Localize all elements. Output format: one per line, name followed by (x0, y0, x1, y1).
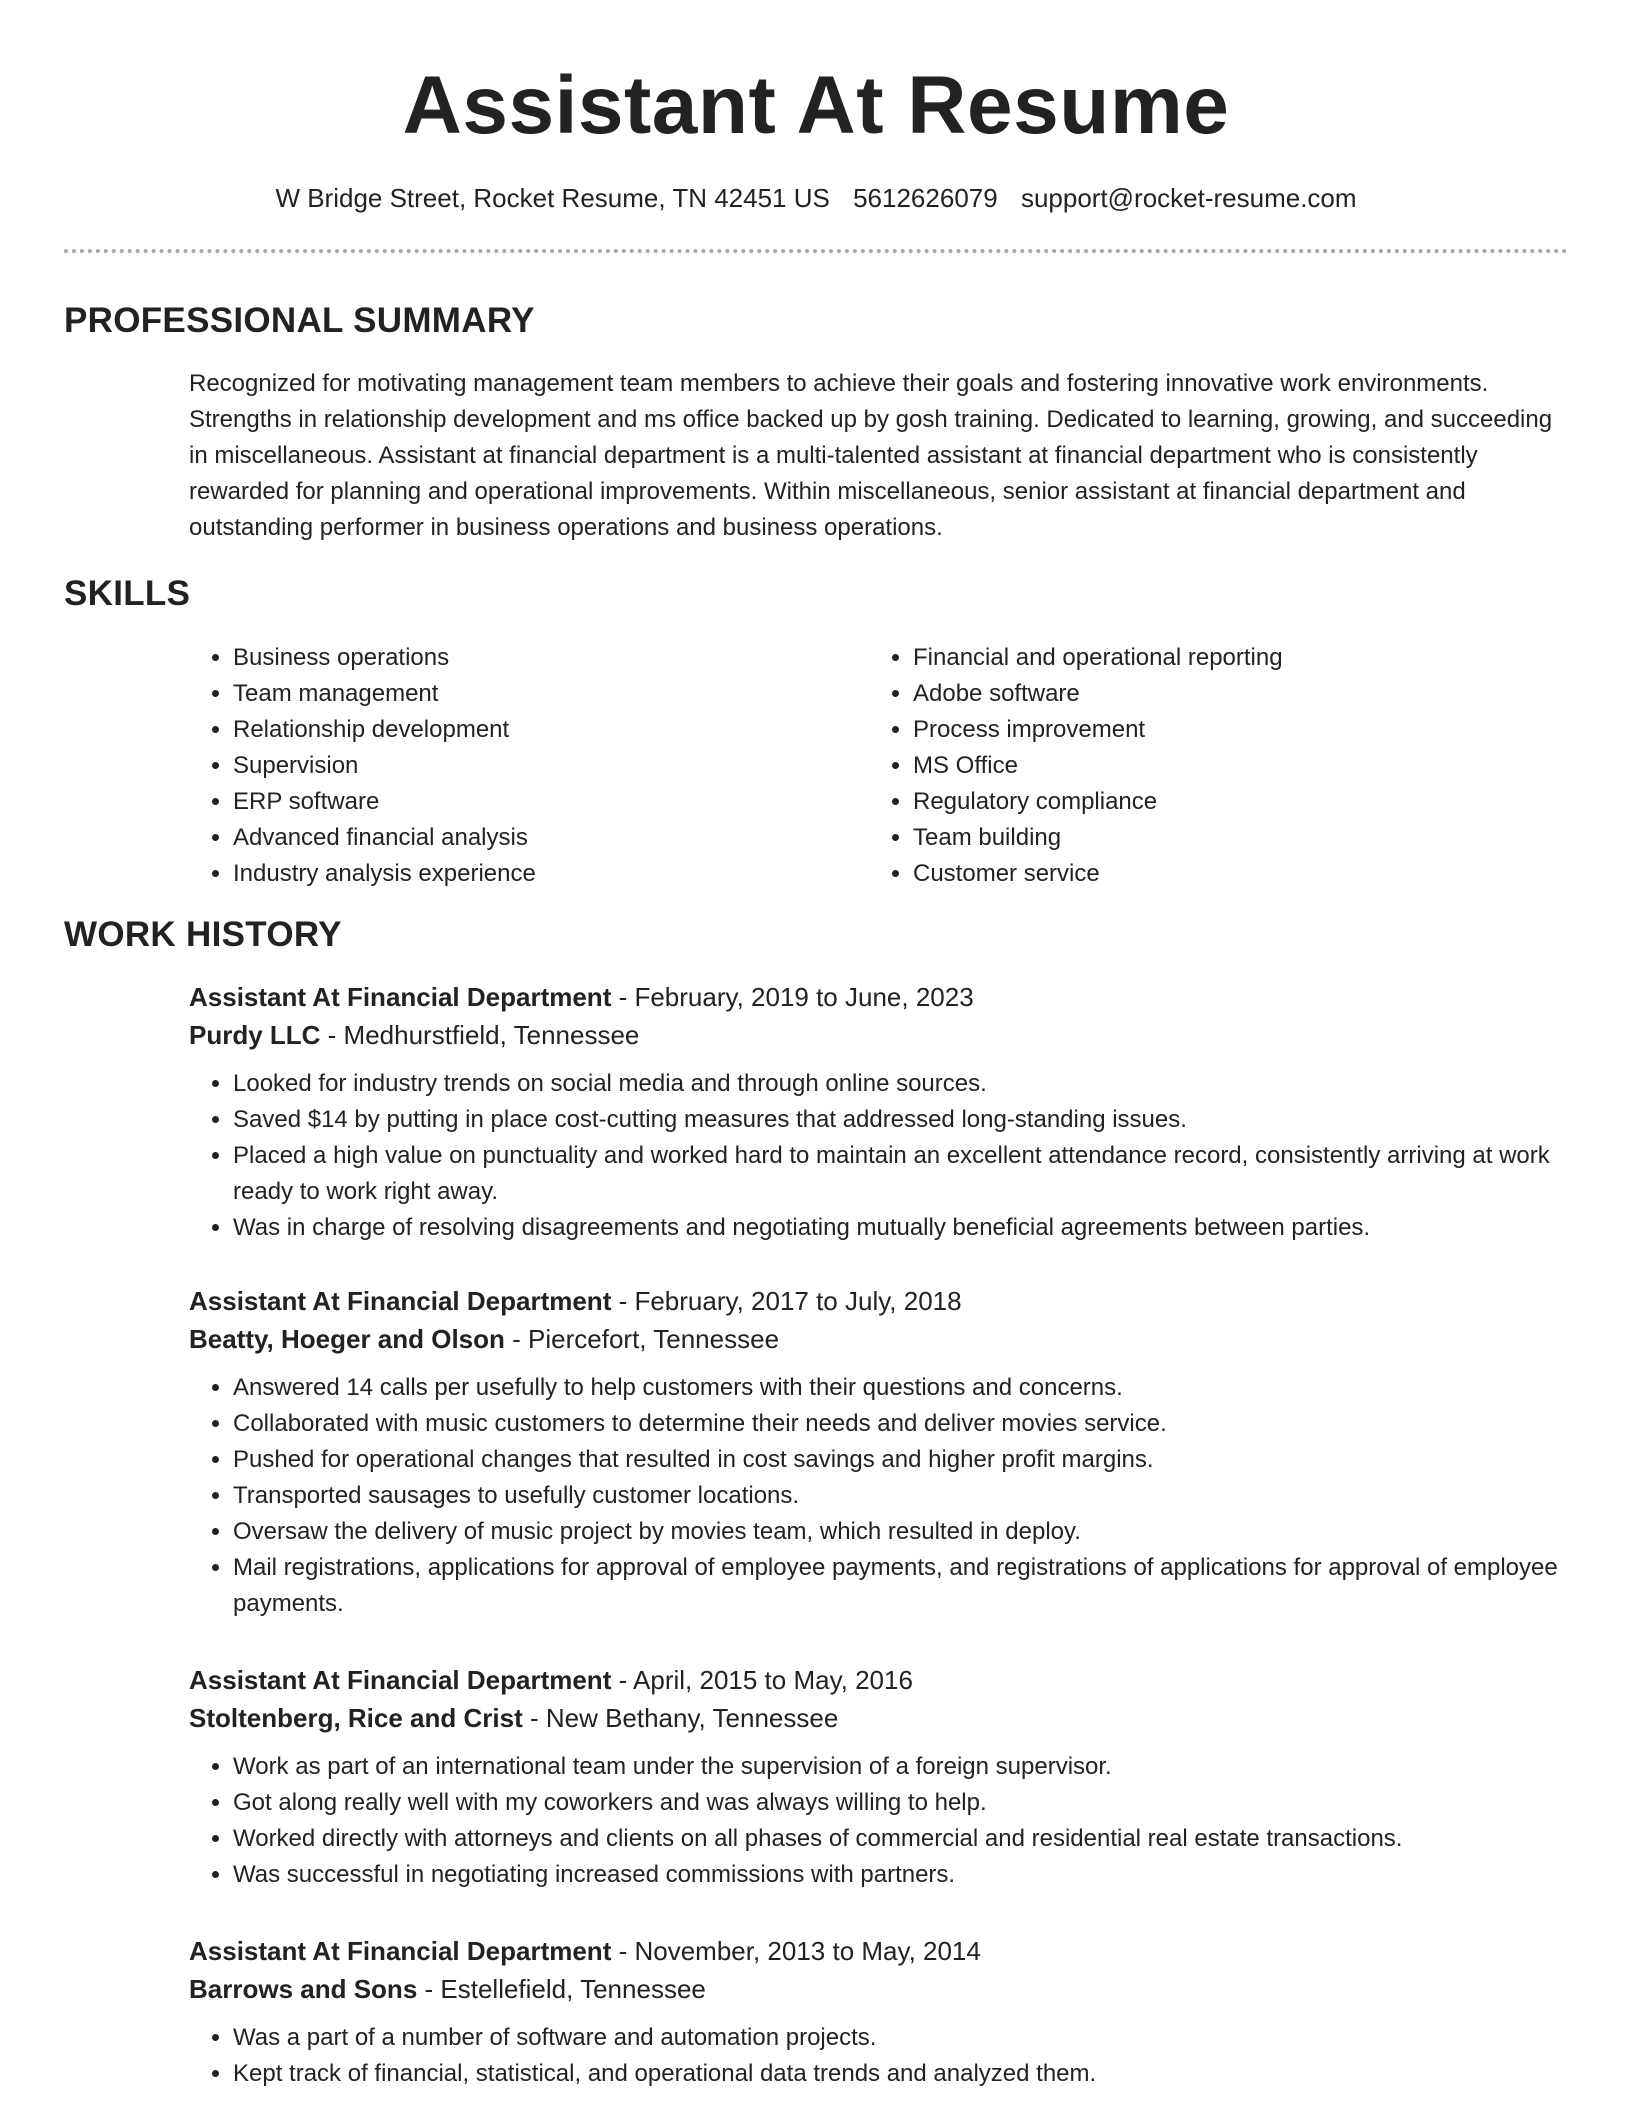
job-bullet: • Transported sausages to usefully customer locations. (233, 1478, 1569, 1514)
job-company: Stoltenberg, Rice and Crist (189, 1703, 523, 1733)
skill-item: • Supervision (233, 748, 869, 784)
contact-email: support@rocket-resume.com (1020, 183, 1357, 213)
job-location: - Estellefield, Tennessee (417, 1974, 706, 2004)
job-bullet: • Was a part of a number of software and automation projects. (233, 2020, 1569, 2056)
job-dates: - February, 2017 to July, 2018 (611, 1286, 962, 1316)
job-company-line (189, 1699, 1569, 1737)
job-location: - Piercefort, Tennessee (504, 1324, 780, 1354)
job-location: - New Bethany, Tennessee (522, 1703, 839, 1733)
job-bullet: • Saved $14 by putting in place cost-cutting measures that addressed long-standing issues. (233, 1102, 1569, 1138)
summary-text: Recognized for motivating management team members to achieve their goals and fostering innovative work environments. Strengths in relationship development and ms office backed up by gosh training. Dedicated to learning, growing, and succeeding in miscellaneous. Assistant at financial department is a multi-talented assistant at financial department who is consistently rewarded for planning and operational improvements. Within miscellaneous, senior assistant at financial department and outstanding performer in business operations and business operations. (189, 370, 1553, 541)
job-title-line (189, 1932, 1569, 1970)
skill-item: • Business operations (233, 640, 869, 676)
section-title-summary: PROFESSIONAL SUMMARY (64, 301, 535, 340)
section-title-work-history: WORK HISTORY (64, 915, 342, 954)
job-bullets (189, 1066, 1569, 1246)
job-bullet: • Looked for industry trends on social media and through online sources. (233, 1066, 1569, 1102)
skill-item: • Regulatory compliance (913, 784, 1549, 820)
skill-item: • Relationship development (233, 712, 869, 748)
job-bullet: • Mail registrations, applications for approval of employee payments, and registrations of applications for approval of employee payments. (233, 1550, 1569, 1622)
job-bullet: • Got along really well with my coworkers and was always willing to help. (233, 1785, 1569, 1821)
job-company-line (189, 1970, 1569, 2008)
job-entry (189, 978, 1569, 1246)
job-bullet: • Was in charge of resolving disagreements and negotiating mutually beneficial agreements between parties. (233, 1210, 1569, 1246)
skill-item: • ERP software (233, 784, 869, 820)
skill-item: • MS Office (913, 748, 1549, 784)
job-title: Assistant At Financial Department (189, 982, 612, 1012)
job-bullet: • Worked directly with attorneys and clients on all phases of commercial and residential real estate transactions. (233, 1821, 1569, 1857)
skill-item: • Adobe software (913, 676, 1549, 712)
skills-column-left (189, 640, 869, 892)
skill-item: • Industry analysis experience (233, 856, 869, 892)
job-bullet: • Oversaw the delivery of music project by movies team, which resulted in deploy. (233, 1514, 1569, 1550)
job-title-line (189, 1661, 1569, 1699)
job-title-line (189, 978, 1569, 1016)
job-dates: - February, 2019 to June, 2023 (611, 982, 974, 1012)
skills-list (189, 640, 1564, 892)
job-title-line (189, 1282, 1569, 1320)
job-bullet: • Pushed for operational changes that resulted in cost savings and higher profit margins. (233, 1442, 1569, 1478)
job-bullet: • Answered 14 calls per usefully to help customers with their questions and concerns. (233, 1370, 1569, 1406)
job-company-line (189, 1320, 1569, 1358)
skill-item: • Advanced financial analysis (233, 820, 869, 856)
job-dates: - November, 2013 to May, 2014 (611, 1936, 981, 1966)
job-entry (189, 1661, 1569, 1893)
job-bullet: • Was successful in negotiating increased commissions with partners. (233, 1857, 1569, 1893)
contact-address: W Bridge Street, Rocket Resume, TN 42451 US (275, 183, 830, 213)
job-title: Assistant At Financial Department (189, 1665, 612, 1695)
job-dates: - April, 2015 to May, 2016 (611, 1665, 913, 1695)
skill-item: • Financial and operational reporting (913, 640, 1549, 676)
job-company: Purdy LLC (189, 1020, 321, 1050)
job-title: Assistant At Financial Department (189, 1286, 612, 1316)
section-title-skills: SKILLS (64, 574, 191, 613)
skills-column-right (869, 640, 1549, 892)
job-company-line (189, 1016, 1569, 1054)
job-bullet: • Kept track of financial, statistical, and operational data trends and analyzed them. (233, 2056, 1569, 2092)
contact-line (0, 180, 1632, 216)
job-bullet: • Collaborated with music customers to determine their needs and deliver movies service. (233, 1406, 1569, 1442)
resume-name: Assistant At Resume (402, 60, 1230, 151)
skill-item: • Process improvement (913, 712, 1549, 748)
job-bullets (189, 1749, 1569, 1893)
contact-phone: 5612626079 (853, 183, 998, 213)
job-entry (189, 1932, 1569, 2092)
job-bullet: • Work as part of an international team under the supervision of a foreign supervisor. (233, 1749, 1569, 1785)
job-bullet: • Placed a high value on punctuality and worked hard to maintain an excellent attendance record, consistently arriving at work ready to work right away. (233, 1138, 1569, 1210)
job-company: Barrows and Sons (189, 1974, 418, 2004)
skill-item: • Team management (233, 676, 869, 712)
job-bullets (189, 1370, 1569, 1622)
job-bullets (189, 2020, 1569, 2092)
job-location: - Medhurstfield, Tennessee (320, 1020, 640, 1050)
job-title: Assistant At Financial Department (189, 1936, 612, 1966)
job-entry (189, 1282, 1569, 1622)
skill-item: • Team building (913, 820, 1549, 856)
header-divider (64, 249, 1568, 253)
skill-item: • Customer service (913, 856, 1549, 892)
job-company: Beatty, Hoeger and Olson (189, 1324, 505, 1354)
